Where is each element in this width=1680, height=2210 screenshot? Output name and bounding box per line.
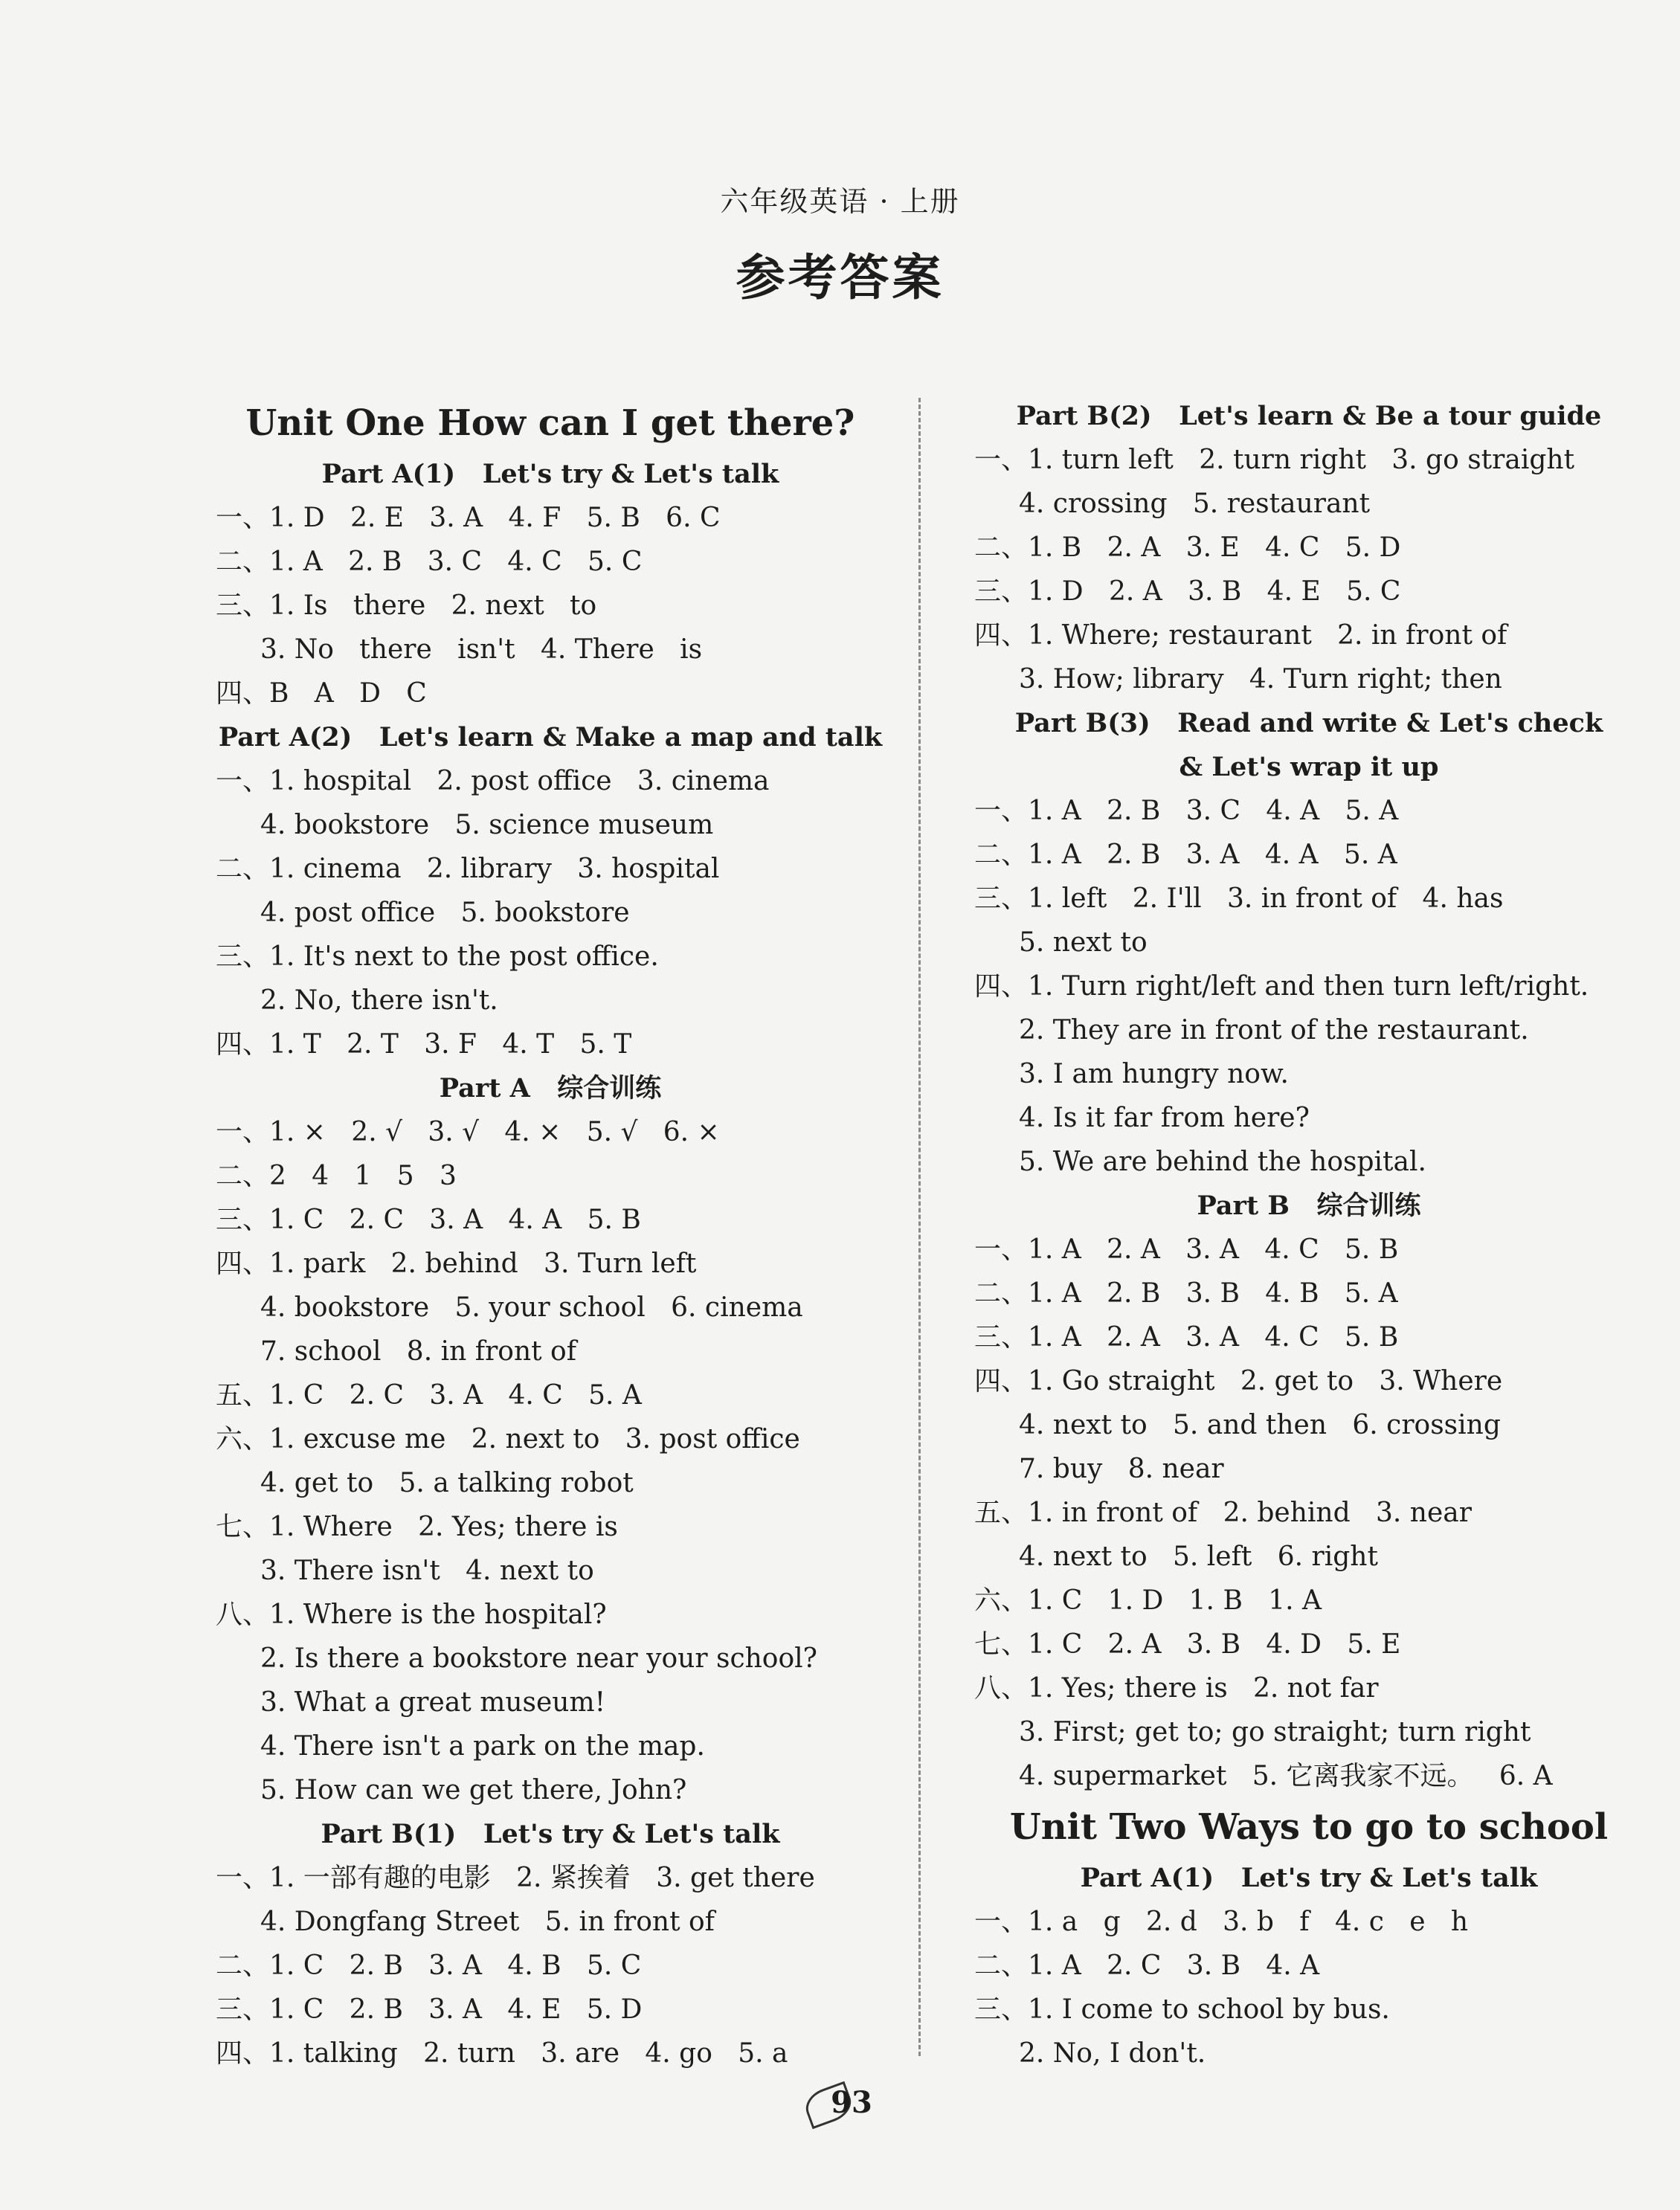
answer-line: 4. next to 5. and then 6. crossing (1019, 1410, 1501, 1440)
answer-line: 四、1. talking 2. turn 3. are 4. go 5. a (216, 2038, 788, 2069)
column-divider (918, 398, 921, 2056)
part-heading: Part B(2) Let's learn & Be a tour guide (1016, 401, 1602, 431)
answer-line: 7. school 8. in front of (260, 1336, 577, 1367)
answer-line: 3. No there isn't 4. There is (260, 634, 703, 665)
answer-line: 3. First; get to; go straight; turn right (1019, 1717, 1531, 1747)
answer-line: 4. next to 5. left 6. right (1019, 1541, 1378, 1572)
answer-line: 4. Is it far from here? (1019, 1103, 1310, 1133)
answer-line: 二、1. A 2. C 3. B 4. A (974, 1950, 1320, 1981)
answer-line: 3. There isn't 4. next to (260, 1556, 594, 1586)
answer-line: 四、B A D C (216, 678, 427, 709)
answer-line: 4. post office 5. bookstore (260, 898, 630, 928)
answer-line: 4. get to 5. a talking robot (260, 1468, 634, 1498)
answer-line: 三、1. C 2. C 3. A 4. A 5. B (216, 1205, 641, 1235)
answer-line: 三、1. Is there 2. next to (216, 590, 597, 621)
answer-line: 六、1. C 1. D 1. B 1. A (974, 1585, 1322, 1616)
answer-line: 2. No, I don't. (1019, 2038, 1206, 2069)
answer-line: 4. supermarket 5. 它离我家不远。 6. A (1019, 1761, 1553, 1791)
answer-line: 三、1. left 2. I'll 3. in front of 4. has (974, 883, 1504, 914)
answer-line: 二、1. C 2. B 3. A 4. B 5. C (216, 1950, 642, 1981)
answer-line: 一、1. D 2. E 3. A 4. F 5. B 6. C (216, 503, 721, 533)
answer-line: 4. There isn't a park on the map. (260, 1731, 705, 1762)
answer-line: 二、1. A 2. B 3. B 4. B 5. A (974, 1278, 1398, 1309)
answer-line: 5. How can we get there, John? (260, 1775, 687, 1805)
part-heading: Part B 综合训练 (1197, 1191, 1421, 1221)
unit-heading: Unit One How can I get there? (245, 402, 855, 444)
part-heading: Part B(3) Read and write & Let's check (1014, 708, 1603, 738)
answer-line: 五、1. C 2. C 3. A 4. C 5. A (216, 1380, 642, 1411)
answer-line: 六、1. excuse me 2. next to 3. post office (216, 1424, 800, 1454)
answer-line: 四、1. Go straight 2. get to 3. Where (974, 1366, 1503, 1396)
answer-line: 3. I am hungry now. (1019, 1059, 1289, 1089)
answer-line: 二、1. A 2. B 3. C 4. C 5. C (216, 547, 643, 577)
left-answer-column (216, 394, 885, 2075)
answer-line: 一、1. a g 2. d 3. b f 4. c e h (974, 1907, 1469, 1937)
answer-line: 一、1. A 2. B 3. C 4. A 5. A (974, 796, 1399, 826)
answer-line: 5. next to (1019, 927, 1148, 958)
right-answer-column (974, 394, 1644, 2075)
answer-line: 四、1. Turn right/left and then turn left/right. (974, 971, 1589, 1002)
answer-line: 七、1. Where 2. Yes; there is (216, 1512, 618, 1542)
answer-line: 八、1. Yes; there is 2. not far (974, 1673, 1379, 1704)
answer-line: 七、1. C 2. A 3. B 4. D 5. E (974, 1629, 1401, 1660)
answer-line: 三、1. C 2. B 3. A 4. E 5. D (216, 1994, 643, 2025)
answer-line: 二、1. cinema 2. library 3. hospital (216, 854, 720, 884)
answer-line: 二、1. B 2. A 3. E 4. C 5. D (974, 532, 1401, 563)
answer-line: 一、1. × 2. √ 3. √ 4. × 5. √ 6. × (216, 1117, 720, 1147)
answer-line: 一、1. 一部有趣的电影 2. 紧挨着 3. get there (216, 1863, 815, 1893)
part-heading: Part A(1) Let's try & Let's talk (1080, 1863, 1538, 1893)
answer-line: 3. What a great museum! (260, 1687, 606, 1718)
unit-heading: Unit Two Ways to go to school (1009, 1806, 1609, 1848)
answer-line: 4. Dongfang Street 5. in front of (260, 1907, 715, 1937)
answer-line: 八、1. Where is the hospital? (216, 1599, 607, 1630)
part-heading: Part A(2) Let's learn & Make a map and talk (218, 722, 883, 753)
answer-line: 7. buy 8. near (1019, 1454, 1224, 1484)
answer-line: 四、1. T 2. T 3. F 4. T 5. T (216, 1029, 632, 1060)
answer-line: 二、1. A 2. B 3. A 4. A 5. A (974, 840, 1397, 870)
answer-line: 四、1. Where; restaurant 2. in front of (974, 620, 1507, 651)
answer-line: 二、2 4 1 5 3 (216, 1161, 457, 1191)
answer-line: 4. bookstore 5. your school 6. cinema (260, 1292, 803, 1323)
answer-line: 2. No, there isn't. (260, 985, 498, 1016)
answer-line: 一、1. hospital 2. post office 3. cinema (216, 766, 770, 796)
part-heading: Part A 综合训练 (439, 1073, 662, 1104)
answer-line: 2. They are in front of the restaurant. (1019, 1015, 1529, 1046)
part-heading: Part A(1) Let's try & Let's talk (321, 459, 779, 489)
page-number: 93 (831, 2084, 872, 2120)
answer-line: 一、1. A 2. A 3. A 4. C 5. B (974, 1234, 1399, 1265)
page-number-badge (799, 2075, 881, 2130)
answer-line: 五、1. in front of 2. behind 3. near (974, 1498, 1472, 1528)
answer-line: 三、1. D 2. A 3. B 4. E 5. C (974, 576, 1401, 607)
answer-line: 四、1. park 2. behind 3. Turn left (216, 1249, 697, 1279)
part-heading: Part B(1) Let's try & Let's talk (321, 1819, 780, 1849)
answer-line: 2. Is there a bookstore near your school? (260, 1643, 817, 1674)
answer-line: 三、1. It's next to the post office. (216, 941, 659, 972)
answer-line: 三、1. I come to school by bus. (974, 1994, 1390, 2025)
answer-line: 3. How; library 4. Turn right; then (1019, 664, 1502, 695)
answer-line: 三、1. A 2. A 3. A 4. C 5. B (974, 1322, 1399, 1353)
answer-line: 4. bookstore 5. science museum (260, 810, 714, 840)
answer-line: 5. We are behind the hospital. (1019, 1147, 1426, 1177)
book-subtitle: 六年级英语 · 上册 (720, 185, 960, 218)
page-title: 参考答案 (736, 248, 944, 306)
answer-line: 4. crossing 5. restaurant (1019, 489, 1371, 519)
part-heading: & Let's wrap it up (1179, 752, 1439, 782)
answer-line: 一、1. turn left 2. turn right 3. go straight (974, 445, 1575, 475)
